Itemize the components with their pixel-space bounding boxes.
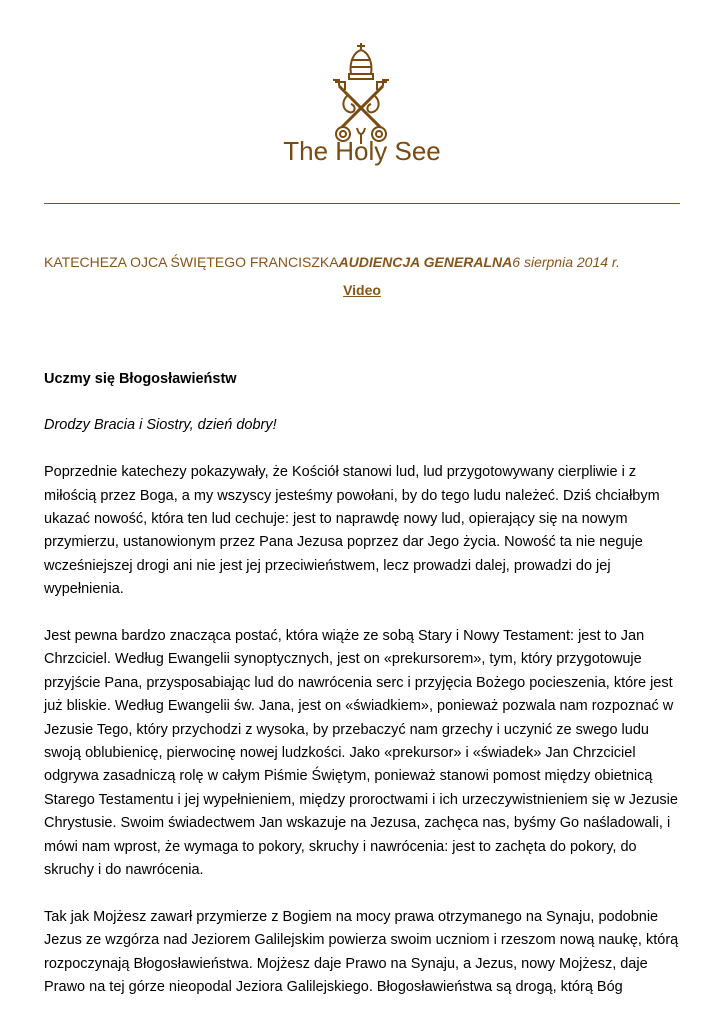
document-meta [44, 254, 680, 270]
paragraph: Jest pewna bardzo znacząca postać, która wiąże ze sobą Stary i Nowy Testament: jest to Jan Chrzciciel. Według Ewangelii synoptycznych, jest on «prekursorem», tym, który przygotowuje przyjście Pana, przysposabiając lud do nawrócenia serc i przyjęcia Bożego pocieszenia, które jest już bliskie. Według Ewangelii św. Jana, jest on «świadkiem», ponieważ pozwala nam rozpoznać w Jezusie Tego, który przychodzi z wysoka, by przebaczyć nam grzechy i uczynić ze swego ludu swoją oblubienicę, pierwocinę nowej ludzkości. Jako «prekursor» i «świadek» Jan Chrzciciel odgrywa zasadniczą rolę w całym Piśmie Świętym, ponieważ stanowi pomost między obietnicą Starego Testamentu i jej wypełnieniem, między proroctwami i ich urzeczywistnieniem się w Jezusie Chrystusie. Swoim świadectwem Jan wskazuje na Jezusa, zachęca nas, byśmy Go naśladowali, i mówi nam wprost, że wymaga to pokory, skruchy i nawrócenia: jest to zachęta do pokory, do skruchy i do nawrócenia. [44, 628, 678, 879]
article-heading: Uczmy się Błogosławieństw [44, 371, 237, 387]
greeting: Drodzy Bracia i Siostry, dzień dobry! [44, 417, 277, 434]
video-link[interactable]: Video [343, 282, 381, 298]
date-label: 6 sierpnia 2014 r. [512, 254, 620, 270]
header-divider [44, 203, 680, 204]
paragraph: Poprzednie katechezy pokazywały, że Kościół stanowi lud, lud przygotowywany cierpliwie i z miłością przez Boga, a my wszyscy jesteśmy powołani, by do tego ludu należeć. Dziś chciałbym ukazać nowość, która ten lud cechuje: jest to naprawdę nowy lud, opierający się na nowym przymierzu, ustanowionym przez Pana Jezusa poprzez dar Jego życia. Nowość ta nie neguje wcześniejszej drogi ani nie jest jej przeciwieństwem, lecz prowadzi dalej, prowadzi do jej wypełnienia. [44, 464, 660, 598]
catechesis-label: KATECHEZA OJCA ŚWIĘTEGO FRANCISZKA [44, 254, 339, 270]
paragraph: Tak jak Mojżesz zawarł przymierze z Bogiem na mocy prawa otrzymanego na Synaju, podobnie Jezus ze wzgórza nad Jeziorem Galilejskim powierza swoim uczniom i rzeszom nową naukę, którą rozpoczynają Błogosławieństwa. Mojżesz daje Prawo na Synaju, a Jezus, nowy Mojżesz, daje Prawo na tej górze nieopodal Jeziora Galilejskiego. Błogosławieństwa są drogą, którą Bóg [44, 908, 679, 996]
article-body [44, 368, 684, 1023]
site-title: The Holy See [283, 136, 441, 166]
audience-label: AUDIENCJA GENERALNA [338, 254, 513, 270]
